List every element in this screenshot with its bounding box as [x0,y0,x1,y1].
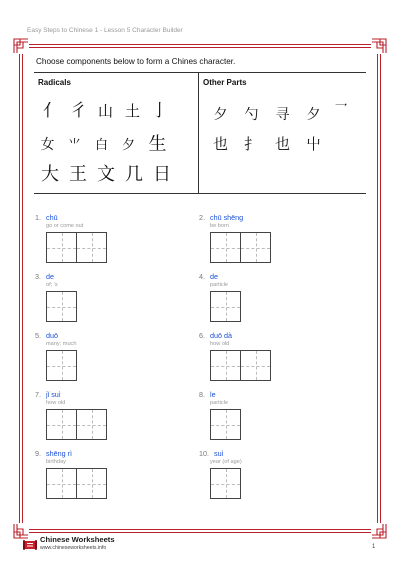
other-component[interactable]: 夕 [213,107,228,123]
writing-box[interactable] [76,232,107,263]
writing-box[interactable] [76,468,107,499]
exercise-number: 5. [35,331,41,340]
exercise-number: 1. [35,213,41,222]
exercise-pinyin: duō dà [210,331,232,340]
exercise-pinyin: duō [46,331,58,340]
corner-ornament-icon [13,38,29,54]
writing-boxes [210,409,240,440]
exercise-meaning: how old [210,341,230,347]
exercise-item [35,272,76,322]
radical-component[interactable]: 白 [94,137,108,153]
other-component[interactable]: 夕 [306,107,321,123]
radicals-row [34,136,173,154]
other-component[interactable]: 屮 [305,135,321,153]
table-top-rule [34,72,366,73]
writing-boxes [210,232,270,263]
radical-component[interactable]: 亻 [43,101,60,121]
other-parts-header: Other Parts [203,78,247,87]
writing-boxes [210,350,270,381]
radical-component[interactable]: 文 [97,164,115,185]
exercise-meaning: year (of age) [210,459,242,465]
writing-box[interactable] [210,291,241,322]
exercise-item [199,213,270,263]
exercise-number: 7. [35,390,41,399]
exercise-item [35,449,106,499]
exercise-pinyin: de [210,272,218,281]
radical-component[interactable]: 大 [41,164,59,185]
writing-box[interactable] [76,409,107,440]
footer-brand: Chinese Worksheets [40,535,115,544]
writing-boxes [46,232,106,263]
exercise-item [199,272,240,322]
exercise-pinyin: jǐ suì [46,390,61,399]
radical-component[interactable]: 山 [97,102,113,120]
table-column-divider [198,72,199,193]
exercise-pinyin: le [210,390,216,399]
exercise-number: 3. [35,272,41,281]
instructions: Choose components below to form a Chines character. [36,57,236,66]
writing-box[interactable] [46,291,77,322]
radical-component[interactable]: 日 [153,164,171,185]
other-component[interactable]: 勺 [244,107,259,123]
writing-box[interactable] [210,409,241,440]
corner-ornament-icon [371,523,387,539]
writing-boxes [210,291,240,322]
radical-component[interactable]: 几 [125,164,143,185]
page-number: 1 [372,544,376,550]
exercise-meaning: be born [210,223,229,229]
radical-component[interactable]: 女 [40,137,55,153]
writing-box[interactable] [240,350,271,381]
exercise-pinyin: shēng rì [46,449,72,458]
radical-component[interactable]: 土 [124,102,140,120]
radical-component[interactable]: ⺌ [67,137,81,153]
other-parts-row [205,102,353,123]
exercise-pinyin: chū [46,213,58,222]
radical-component[interactable]: 王 [69,164,87,185]
exercise-number: 2. [199,213,205,222]
radicals-row [38,103,173,120]
radical-component[interactable]: 彳 [70,101,87,121]
writing-boxes [210,468,242,499]
writing-box[interactable] [210,468,241,499]
other-component[interactable]: 寻 [275,107,290,123]
exercise-meaning: particle [210,282,229,288]
writing-boxes [46,350,76,381]
exercise-meaning: how old [46,400,66,406]
writing-boxes [46,291,76,322]
radical-component[interactable]: 生 [148,134,167,155]
other-component[interactable]: 乛 [334,102,348,118]
exercise-number: 10. [199,449,209,458]
footer-url[interactable]: www.chineseworksheets.info [40,545,107,551]
writing-boxes [46,409,106,440]
exercise-pinyin: de [46,272,54,281]
exercise-number: 6. [199,331,205,340]
radical-component[interactable]: 亅 [151,101,168,121]
exercise-number: 9. [35,449,41,458]
page-header: Easy Steps to Chinese 1 - Lesson 5 Character Builder [27,27,183,34]
writing-box[interactable] [240,232,271,263]
writing-box[interactable] [210,350,241,381]
writing-box[interactable] [46,350,77,381]
exercise-meaning: many; much [46,341,77,347]
corner-ornament-icon [371,38,387,54]
writing-box[interactable] [46,409,77,440]
exercise-item [199,331,270,381]
exercise-item [35,331,76,381]
exercise-pinyin: chū shēng [210,213,244,222]
exercise-number: 4. [199,272,205,281]
exercise-meaning: of; 's [46,282,58,288]
other-component[interactable]: 也 [274,135,290,153]
exercise-pinyin: suì [214,449,224,458]
exercise-number: 8. [199,390,205,399]
exercise-item [35,390,106,440]
other-component[interactable]: 也 [212,135,228,153]
writing-box[interactable] [46,468,77,499]
exercise-meaning: birthday [46,459,66,465]
radical-component[interactable]: 夕 [121,137,135,153]
radicals-row [36,166,176,184]
exercise-meaning: go or come out [46,223,84,229]
other-component[interactable]: 扌 [243,135,259,153]
table-bottom-rule [34,193,366,194]
writing-box[interactable] [210,232,241,263]
exercise-item [199,390,240,440]
exercise-item [199,449,242,499]
writing-box[interactable] [46,232,77,263]
exercise-item [35,213,106,263]
other-parts-row [205,137,329,152]
radicals-header: Radicals [38,78,71,87]
writing-boxes [46,468,106,499]
exercise-meaning: particle [210,400,229,406]
scroll-logo-icon [23,536,37,548]
